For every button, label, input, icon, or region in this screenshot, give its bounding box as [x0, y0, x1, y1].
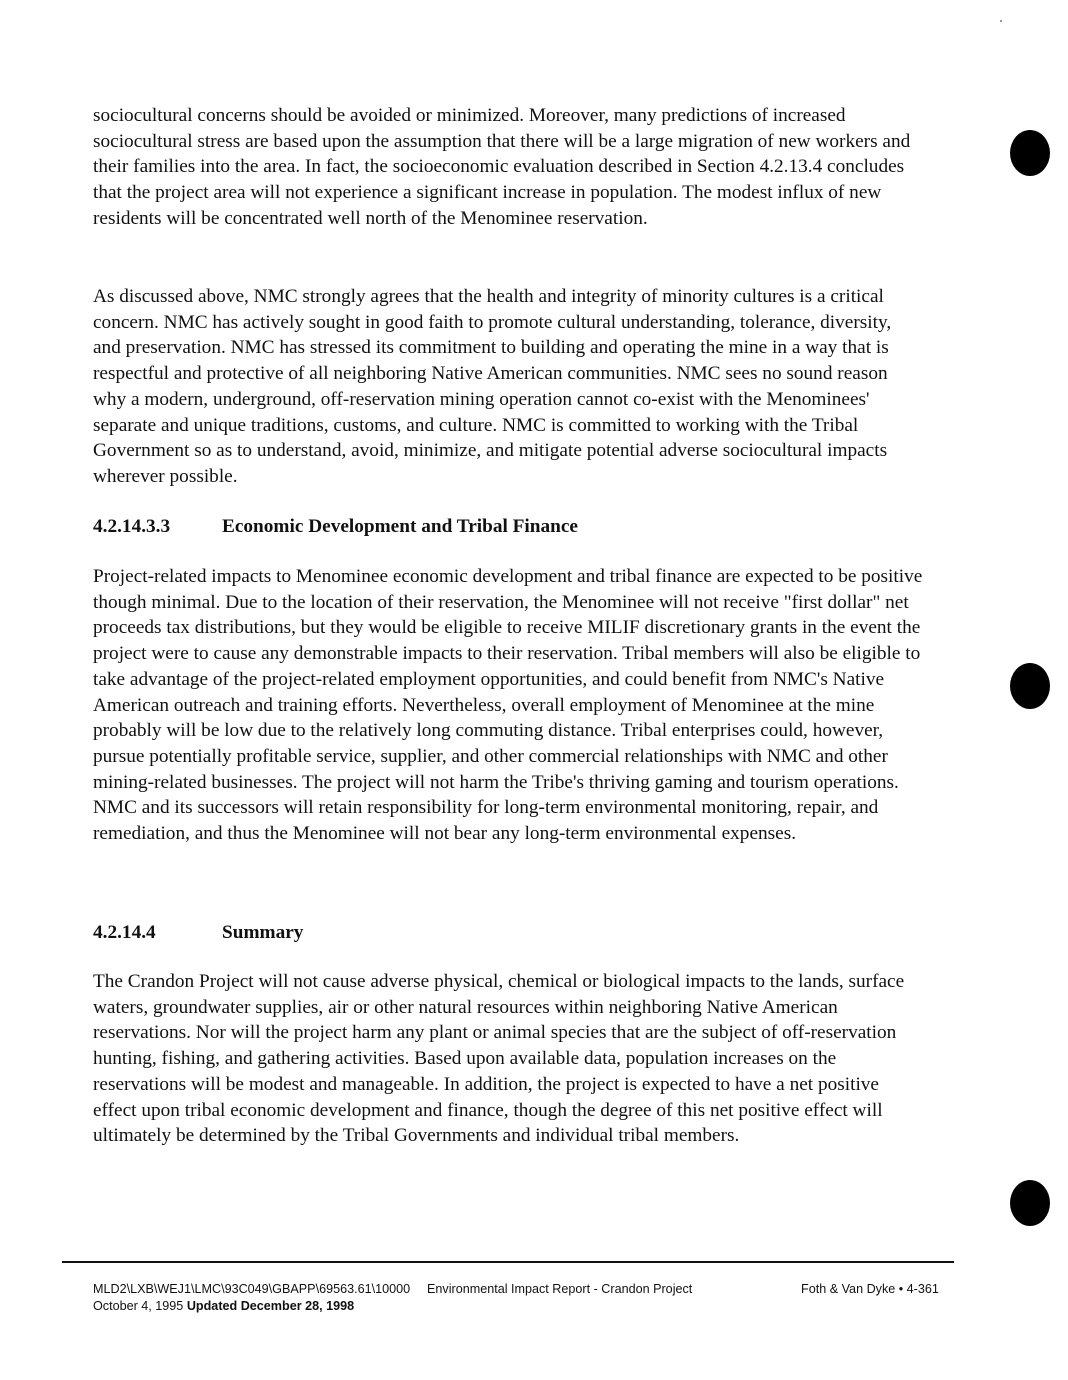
paragraph-summary: The Crandon Project will not cause adverse physical, chemical or biological impacts to the lands, surface waters, groundwater supplies, air or other natural resources within neighboring Native American reservations. Nor will the project harm any plant or animal species that are the subject of off-reservation hunting, fishing, and gathering activities. Based upon available data, population increases on the reservations will be modest and manageable. In addition, the project is expected to have a net positive effect upon tribal economic development and finance, though the degree of this net positive effect will ultimately be determined by the Tribal Governments and individual tribal members.: [93, 971, 905, 1147]
footer-file-path: MLD2\LXB\WEJ1\LMC\93C049\GBAPP\69563.61\10000: [93, 1282, 411, 1296]
section-number: 4.2.14.4: [93, 922, 156, 943]
section-heading-economic-development: [93, 514, 923, 539]
footer-divider: [62, 1261, 954, 1263]
section-heading-summary: [93, 920, 923, 945]
footer-date-original: October 4, 1995: [93, 1299, 184, 1313]
section-number: 4.2.14.3.3: [93, 516, 171, 537]
section-title: Summary: [222, 922, 304, 943]
footer-company-page: Foth & Van Dyke • 4-361: [801, 1282, 939, 1296]
revision-bullet-icon: [1010, 663, 1050, 709]
revision-bullet-icon: [1010, 1180, 1050, 1226]
paragraph-economic-impacts: Project-related impacts to Menominee economic development and tribal finance are expected to be positive though minimal. Due to the location of their reservation, the Menominee will not receive "first dollar" net proceeds tax distributions, but they would be eligible to receive MILIF discretionary grants in the event the project were to cause any demonstrable impacts to their reservation. Tribal members will also be eligible to take advantage of the project-related employment opportunities, and could benefit from NMC's Native American outreach and training efforts. Nevertheless, overall employment of Menominee at the mine probably will be low due to the relatively long commuting distance. Tribal enterprises could, however, pursue potentially profitable service, supplier, and other commercial relationships with NMC and other mining-related businesses. The project will not harm the Tribe's thriving gaming and tourism operations. NMC and its successors will retain responsibility for long-term environmental monitoring, repair, and remediation, and thus the Menominee will not bear any long-term environmental expenses.: [93, 566, 923, 845]
footer-dates: [93, 1298, 354, 1315]
scan-speck: [1000, 20, 1002, 22]
revision-bullet-icon: [1010, 130, 1050, 176]
section-title: Economic Development and Tribal Finance: [222, 516, 578, 537]
paragraph-nmc-commitment: As discussed above, NMC strongly agrees that the health and integrity of minority cultures is a critical concern. NMC has actively sought in good faith to promote cultural understanding, tolerance, diversity, and preservation. NMC has stressed its commitment to building and operating the mine in a way that is respectful and protective of all neighboring Native American communities. NMC sees no sound reason why a modern, underground, off-reservation mining operation cannot co-exist with the Menominees' separate and unique traditions, customs, and culture. NMC is committed to working with the Tribal Government so as to understand, avoid, minimize, and mitigate potential adverse sociocultural impacts wherever possible.: [93, 286, 892, 487]
footer-date-updated: Updated December 28, 1998: [186, 1299, 355, 1313]
paragraph-sociocultural-migration: sociocultural concerns should be avoided or minimized. Moreover, many predictions of increased sociocultural stress are based upon the assumption that there will be a large migration of new workers and their families into the area. In fact, the socioeconomic evaluation described in Section 4.2.13.4 concludes that the project area will not experience a significant increase in population. The modest influx of new residents will be concentrated well north of the Menominee reservation.: [93, 105, 911, 229]
footer-report-title: Environmental Impact Report - Crandon Project: [427, 1282, 693, 1296]
